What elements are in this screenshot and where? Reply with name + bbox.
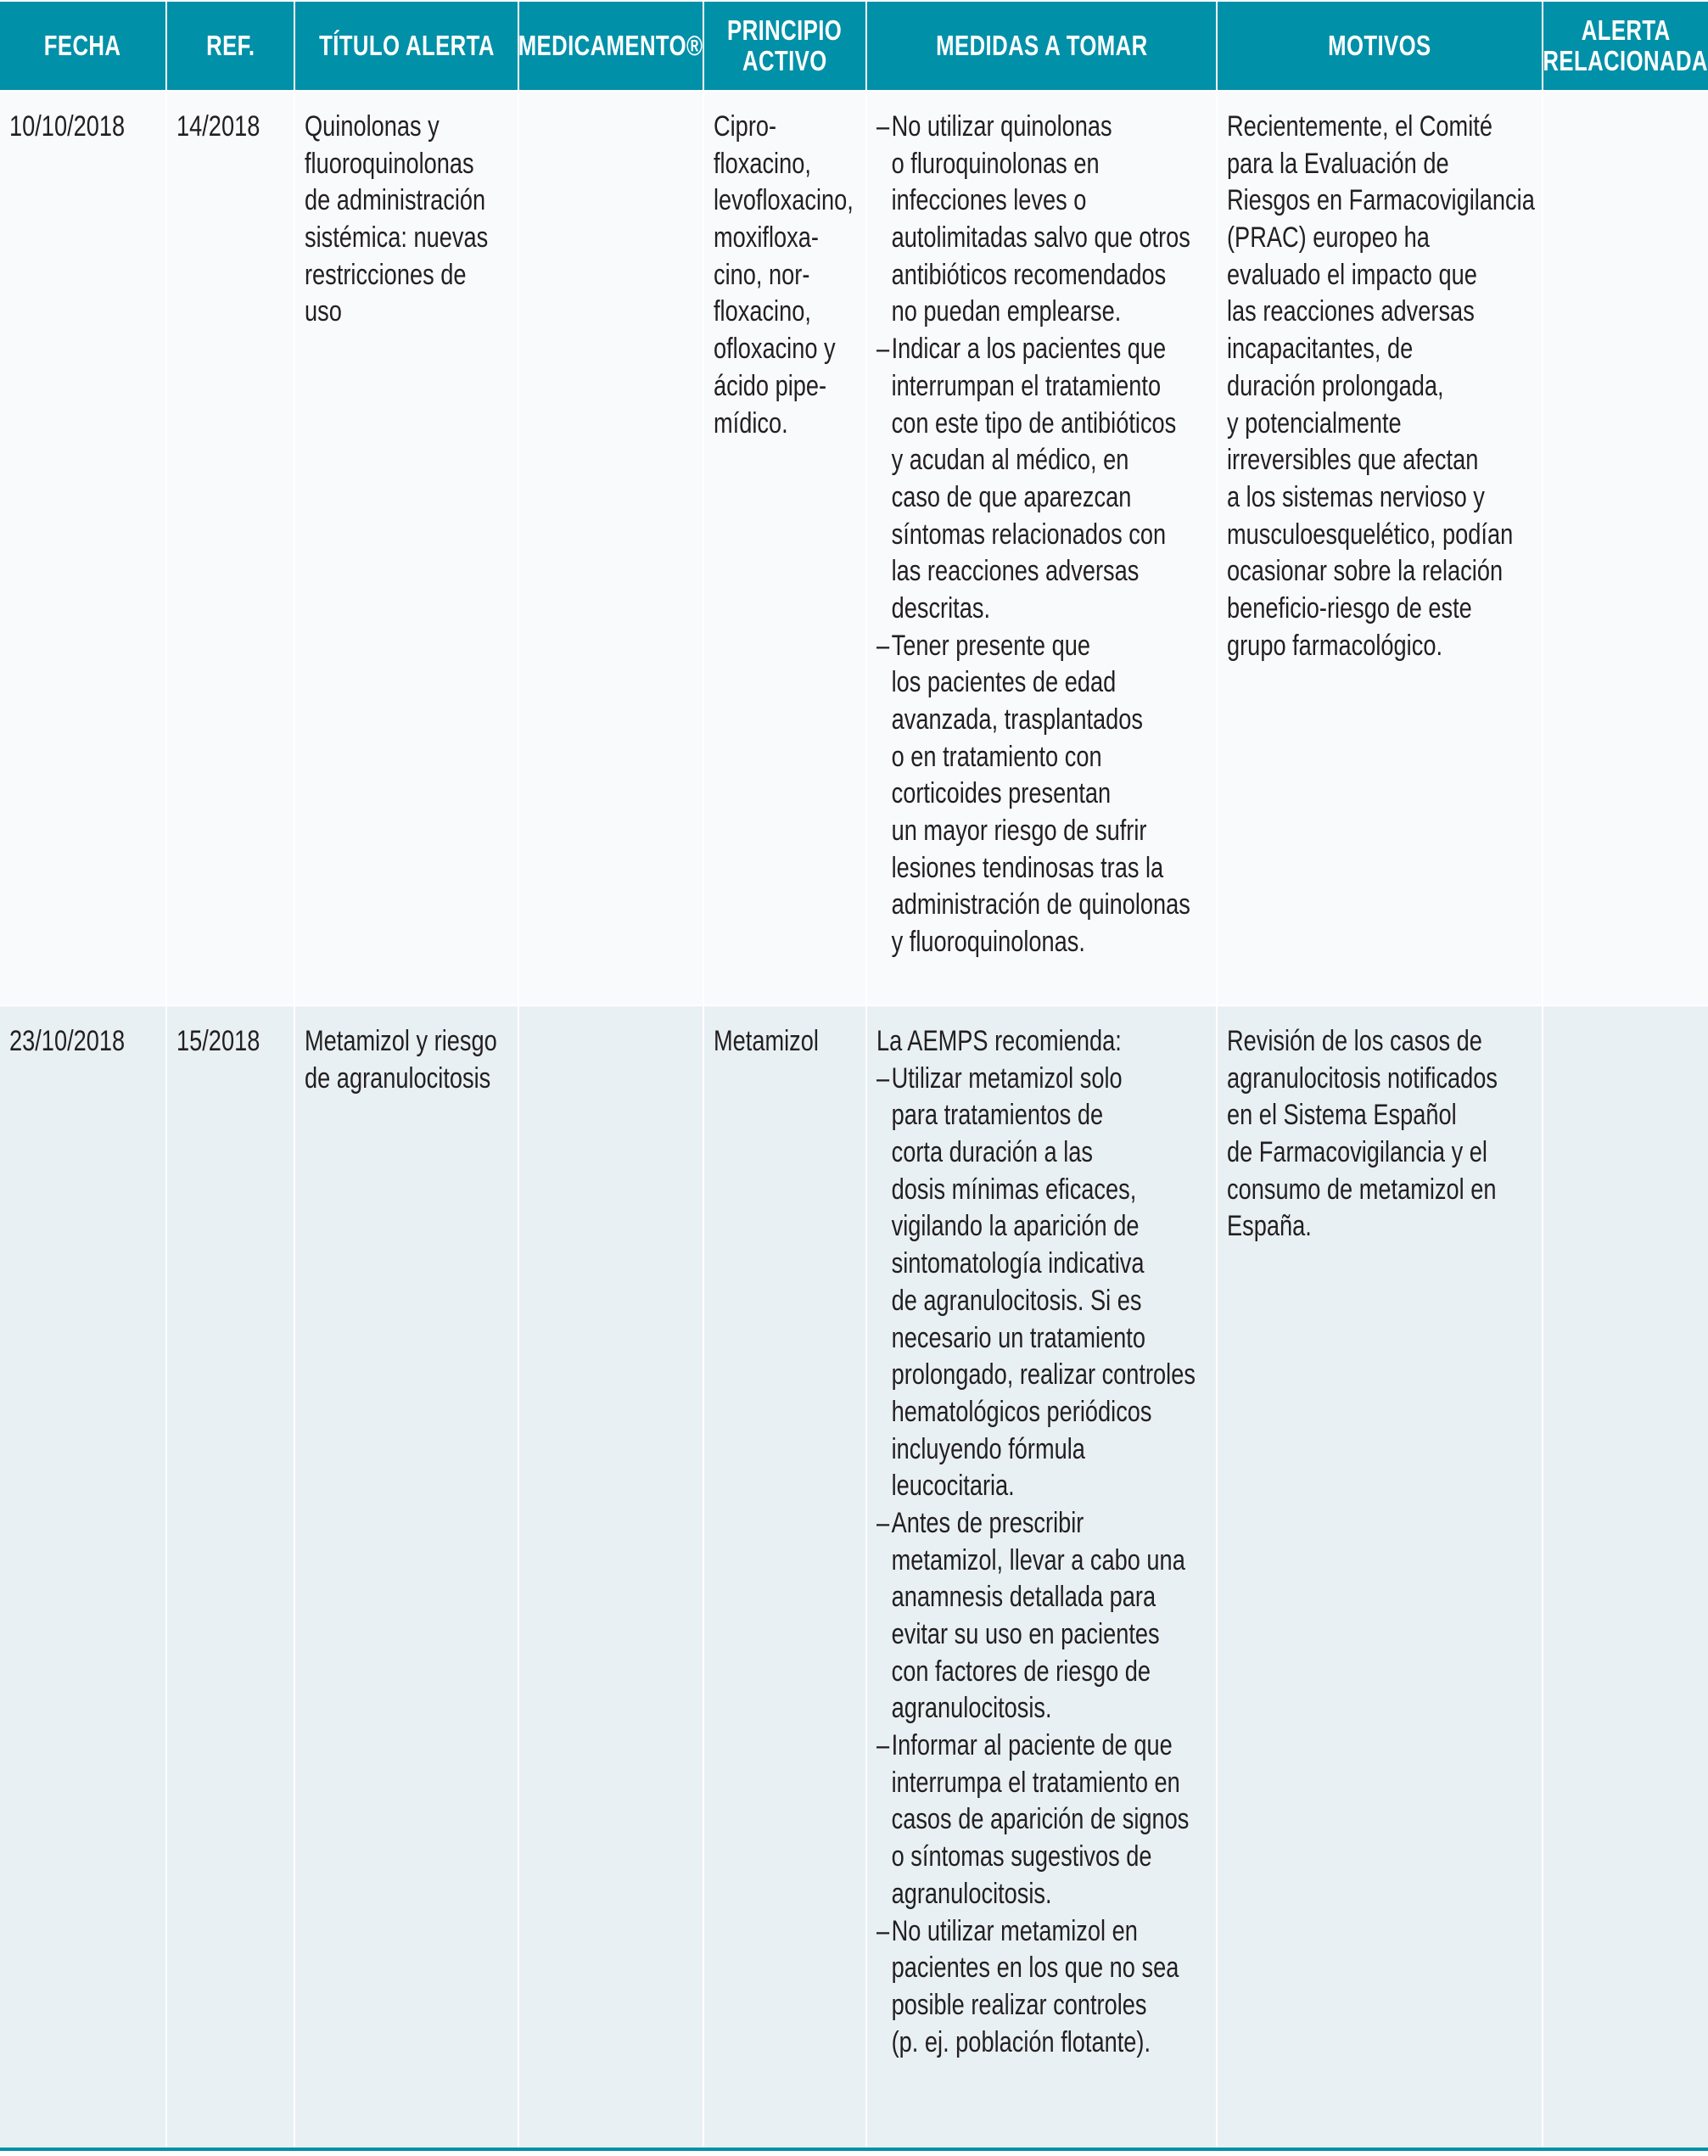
bullet-text: lesiones tendinosas tras la xyxy=(891,851,1164,884)
cell-line: Quinolonas y xyxy=(305,110,440,143)
cell-line: agranulocitosis notificados xyxy=(1227,1061,1498,1095)
bullet-text: las reacciones adversas xyxy=(891,555,1140,588)
bullet-line xyxy=(876,1246,1148,1283)
bullet-text: un mayor riesgo de sufrir xyxy=(891,815,1147,848)
bullet-text: sintomatología indicativa xyxy=(891,1247,1145,1280)
header-titulo-alerta xyxy=(295,2,518,90)
bullet-line xyxy=(876,1765,1180,1802)
bullet-text: (p. ej. población flotante). xyxy=(891,2025,1151,2058)
header-label: RELACIONADA xyxy=(1543,45,1708,76)
cell-line: y potencialmente xyxy=(1227,406,1402,440)
bullet-text: pacientes en los que no sea xyxy=(891,1952,1179,1985)
dash-bullet-icon: – xyxy=(876,110,890,143)
bullet-line xyxy=(876,1394,1152,1431)
cell-line: irreversibles que afectan xyxy=(1227,444,1479,477)
bullet-text: dosis mínimas eficaces, xyxy=(891,1173,1137,1206)
cell-line: en el Sistema Español xyxy=(1227,1099,1457,1132)
bullet-text: interrumpa el tratamiento en xyxy=(891,1766,1180,1799)
bullet-line xyxy=(876,1913,1148,1951)
bullet-text: Tener presente que xyxy=(891,629,1090,662)
bullet-line xyxy=(876,887,1190,924)
bullet-text: posible realizar controles xyxy=(891,1988,1147,2021)
bullet-text: o en tratamiento con xyxy=(891,740,1102,773)
bullet-line xyxy=(876,182,1148,220)
bullet-line xyxy=(876,517,1167,554)
cell-line: floxacino, xyxy=(714,295,811,328)
header-label: ACTIVO xyxy=(742,45,827,76)
cell-alerta-relacionada xyxy=(1543,92,1708,1005)
header-principio-activo xyxy=(704,2,865,90)
bullet-line xyxy=(876,1728,1173,1765)
header-motivos xyxy=(1218,2,1542,90)
bullet-line xyxy=(876,1061,1148,1098)
cell-text: 10/10/2018 xyxy=(9,110,126,143)
bullet-item xyxy=(876,1913,1216,2062)
header-label: MEDIDAS A TOMAR xyxy=(935,30,1148,61)
bullet-line xyxy=(876,146,1148,183)
bullet-text: o fluroquinolonas en xyxy=(891,147,1100,180)
bullet-text: descritas. xyxy=(891,591,990,624)
header-label: FECHA xyxy=(44,30,121,61)
bullet-line xyxy=(876,331,1167,368)
bullet-text: hematológicos periódicos xyxy=(891,1395,1152,1428)
cell-line: moxifloxa- xyxy=(714,221,819,255)
header-ref xyxy=(167,2,294,90)
bullet-line xyxy=(876,664,1148,702)
cell-line: evaluado el impacto que xyxy=(1227,258,1477,291)
bullet-line xyxy=(876,1208,1148,1246)
cell-line: duración prolongada, xyxy=(1227,369,1444,402)
bullet-text: síntomas relacionados con xyxy=(891,518,1167,551)
cell-motivos xyxy=(1218,92,1542,1005)
medidas-intro: La AEMPS recomienda: xyxy=(876,1025,1122,1057)
cell-line: para la Evaluación de xyxy=(1227,147,1449,180)
header-label: TÍTULO ALERTA xyxy=(318,30,495,61)
cell-line: Cipro- xyxy=(714,110,777,143)
header-label: MOTIVOS xyxy=(1328,30,1431,61)
cell-line: Revisión de los casos de xyxy=(1227,1025,1482,1057)
bullet-text: antibióticos recomendados xyxy=(891,258,1167,291)
bullet-text: leucocitaria. xyxy=(891,1470,1015,1503)
bullet-line xyxy=(876,1801,1190,1839)
table-row xyxy=(0,92,1708,1005)
bullet-text: los pacientes de edad xyxy=(891,666,1117,699)
bullet-text: avanzada, trasplantados xyxy=(891,703,1143,736)
bullet-text: infecciones leves o xyxy=(891,184,1087,217)
header-label: REF. xyxy=(205,30,255,61)
cell-line: Riesgos en Farmacovigilancia xyxy=(1227,184,1535,217)
cell-line: Metamizol xyxy=(714,1025,819,1057)
dash-bullet-icon: – xyxy=(876,333,890,366)
bullet-text: y fluoroquinolonas. xyxy=(891,926,1085,959)
bullet-line xyxy=(876,1654,1151,1691)
header-label: PRINCIPIO xyxy=(727,14,843,46)
bullet-line xyxy=(876,813,1148,850)
bullet-text: No utilizar metamizol en xyxy=(891,1914,1138,1947)
bullet-line xyxy=(876,1690,1148,1728)
cell-line: consumo de metamizol en xyxy=(1227,1173,1497,1206)
bullet-text: prolongado, realizar controles xyxy=(891,1358,1196,1392)
cell-text: 15/2018 xyxy=(176,1025,260,1057)
bullet-text: incluyendo fórmula xyxy=(891,1432,1085,1465)
bullet-line xyxy=(876,1134,1148,1172)
cell-fecha xyxy=(0,1006,165,2148)
cell-titulo-alerta xyxy=(295,92,518,1005)
bullet-line xyxy=(876,850,1164,888)
cell-fecha xyxy=(0,92,165,1005)
cell-medicamento xyxy=(519,92,703,1005)
cell-principio-activo xyxy=(704,92,865,1005)
bullet-line xyxy=(876,1431,1148,1469)
cell-line: restricciones de xyxy=(305,258,467,291)
bullet-line xyxy=(876,739,1148,776)
bullet-line xyxy=(876,1505,1148,1543)
cell-principio-activo xyxy=(704,1006,865,2148)
bullet-line xyxy=(876,1839,1152,1876)
bullet-text: autolimitadas salvo que otros xyxy=(891,221,1190,255)
cell-line: (PRAC) europeo ha xyxy=(1227,221,1430,255)
dash-bullet-icon: – xyxy=(876,629,890,662)
bullet-text: evitar su uso en pacientes xyxy=(891,1618,1160,1650)
bullet-line xyxy=(876,1357,1196,1394)
bullet-item xyxy=(876,109,1216,331)
bullet-text: vigilando la aparición de xyxy=(891,1210,1140,1243)
cell-line: beneficio-riesgo de este xyxy=(1227,591,1472,624)
bullet-line xyxy=(876,776,1148,813)
cell-line: levofloxacino, xyxy=(714,184,854,217)
cell-line: musculoesquelético, podían xyxy=(1227,518,1514,551)
bullet-line xyxy=(876,109,1148,146)
dash-bullet-icon: – xyxy=(876,1729,890,1762)
bullet-text: No utilizar quinolonas xyxy=(891,110,1112,143)
header-label: MEDICAMENTO® xyxy=(518,30,703,61)
bullet-text: caso de que aparezcan xyxy=(891,480,1132,513)
bullet-text: Antes de prescribir xyxy=(891,1506,1084,1539)
cell-line: ocasionar sobre la relación xyxy=(1227,555,1504,588)
cell-line: a los sistemas nervioso y xyxy=(1227,480,1485,513)
bullet-line xyxy=(876,591,1148,628)
cell-line: incapacitantes, de xyxy=(1227,333,1414,366)
cell-line: floxacino, xyxy=(714,147,811,180)
table-row xyxy=(0,1006,1708,2148)
cell-line: Recientemente, el Comité xyxy=(1227,110,1492,143)
bullet-line xyxy=(876,406,1177,443)
cell-medicamento xyxy=(519,1006,703,2148)
cell-line: sistémica: nuevas xyxy=(305,221,489,255)
dash-bullet-icon: – xyxy=(876,1061,890,1095)
cell-line: de agranulocitosis xyxy=(305,1061,491,1095)
dash-bullet-icon: – xyxy=(876,1506,890,1539)
bullet-text: agranulocitosis. xyxy=(891,1877,1052,1910)
bullet-line xyxy=(876,257,1167,294)
table-header xyxy=(0,2,1708,90)
bullet-item xyxy=(876,331,1216,628)
cell-ref xyxy=(167,1006,294,2148)
bullet-text: Indicar a los pacientes que xyxy=(891,333,1167,366)
bullet-line xyxy=(876,924,1148,961)
header-medidas-a-tomar xyxy=(867,2,1216,90)
cell-line: mídico. xyxy=(714,406,788,440)
bullet-item xyxy=(876,1505,1216,1728)
bullet-text: metamizol, llevar a cabo una xyxy=(891,1543,1185,1576)
cell-line: fluoroquinolonas xyxy=(305,147,474,180)
cell-medidas-a-tomar xyxy=(867,1006,1216,2148)
bullet-line xyxy=(876,220,1190,257)
bullet-line xyxy=(876,1320,1148,1358)
cell-line: ofloxacino y xyxy=(714,333,836,366)
bullet-item xyxy=(876,628,1216,961)
bullet-line xyxy=(876,1468,1148,1505)
bullet-line xyxy=(876,2024,1151,2062)
bullet-line xyxy=(876,1876,1148,1913)
bullet-text: corticoides presentan xyxy=(891,777,1112,810)
bullet-text: Utilizar metamizol solo xyxy=(891,1061,1123,1095)
bullet-text: necesario un tratamiento xyxy=(891,1321,1145,1354)
bullet-line xyxy=(876,442,1148,479)
header-label: ALERTA xyxy=(1581,14,1671,46)
dash-bullet-icon: – xyxy=(876,1914,890,1947)
bullet-text: administración de quinolonas xyxy=(891,888,1190,921)
bullet-text: Informar al paciente de que xyxy=(891,1729,1173,1762)
cell-line: Metamizol y riesgo xyxy=(305,1025,497,1057)
cell-medidas-a-tomar xyxy=(867,92,1216,1005)
bullet-text: corta duración a las xyxy=(891,1136,1093,1169)
bullet-text: de agranulocitosis. Si es xyxy=(891,1284,1142,1317)
bullet-line xyxy=(876,1543,1185,1580)
bullet-text: interrumpan el tratamiento xyxy=(891,369,1162,402)
cell-motivos xyxy=(1218,1006,1542,2148)
cell-line: grupo farmacológico. xyxy=(1227,629,1443,662)
bullet-text: y acudan al médico, en xyxy=(891,444,1129,477)
bullet-item xyxy=(876,1061,1216,1505)
bullet-line xyxy=(876,553,1148,591)
cell-line: las reacciones adversas xyxy=(1227,295,1475,328)
header-alerta-relacionada xyxy=(1543,2,1708,90)
cell-line: de Farmacovigilancia y el xyxy=(1227,1136,1487,1169)
bullet-line xyxy=(876,1950,1179,1987)
bullet-line xyxy=(876,1987,1148,2024)
bullet-line xyxy=(876,1097,1148,1134)
bullet-text: casos de aparición de signos xyxy=(891,1803,1190,1836)
cell-line: cino, nor- xyxy=(714,258,810,291)
bullet-text: anamnesis detallada para xyxy=(891,1581,1156,1614)
cell-ref xyxy=(167,92,294,1005)
cell-line: uso xyxy=(305,295,342,328)
cell-line: de administración xyxy=(305,184,486,217)
cell-titulo-alerta xyxy=(295,1006,518,2148)
cell-text: 23/10/2018 xyxy=(9,1025,126,1057)
bullet-line xyxy=(876,294,1148,331)
bullet-text: agranulocitosis. xyxy=(891,1692,1052,1725)
bullet-line xyxy=(876,368,1162,406)
bullet-line xyxy=(876,1172,1148,1209)
cell-text: 14/2018 xyxy=(176,110,260,143)
table-bottom-rule xyxy=(0,2148,1708,2151)
bullet-text: no puedan emplearse. xyxy=(891,295,1122,328)
bullet-line xyxy=(876,479,1148,517)
bullet-line xyxy=(876,702,1148,739)
cell-line: ácido pipe- xyxy=(714,369,827,402)
bullet-text: para tratamientos de xyxy=(891,1099,1104,1132)
bullet-line xyxy=(876,1283,1148,1320)
bullet-text: con factores de riesgo de xyxy=(891,1655,1151,1688)
header-fecha xyxy=(0,2,165,90)
bullet-text: o síntomas sugestivos de xyxy=(891,1840,1152,1873)
bullet-item xyxy=(876,1728,1216,1912)
header-medicamento xyxy=(519,2,703,90)
cell-line: España. xyxy=(1227,1210,1312,1243)
bullet-line xyxy=(876,628,1148,665)
cell-alerta-relacionada xyxy=(1543,1006,1708,2148)
bullet-line xyxy=(876,1616,1160,1654)
bullet-text: con este tipo de antibióticos xyxy=(891,406,1177,440)
bullet-line xyxy=(876,1579,1156,1616)
